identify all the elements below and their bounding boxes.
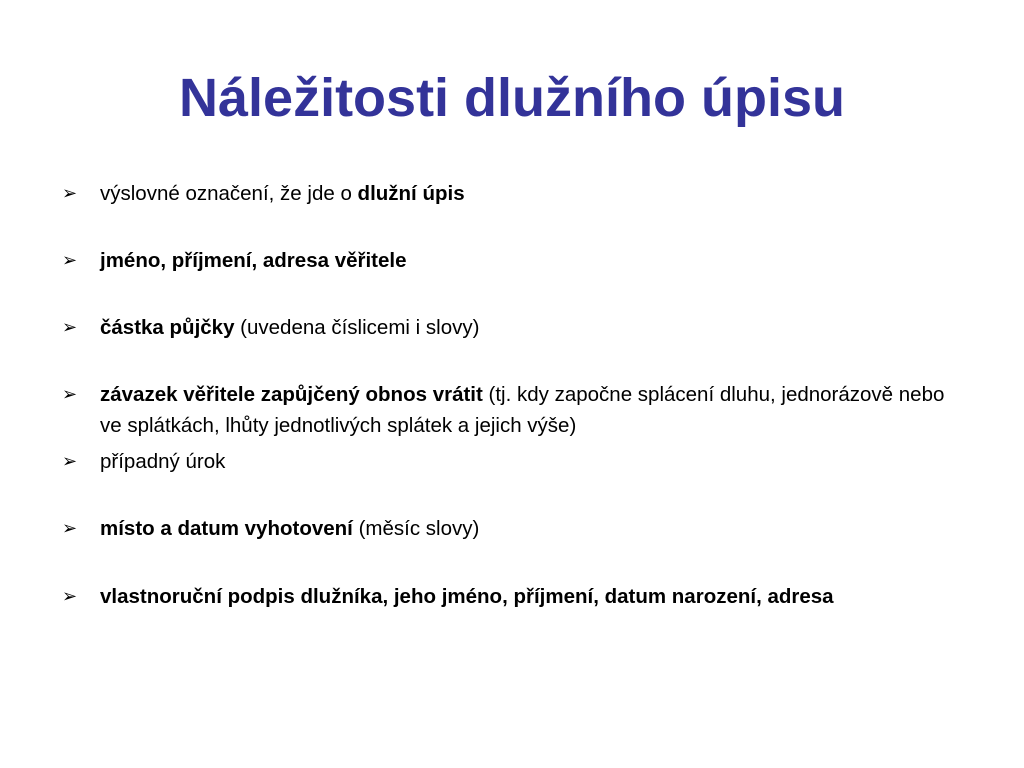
- bullet-text-segment-bold: závazek věřitele zapůjčený obnos vrátit: [100, 383, 483, 406]
- bullet-text: [100, 312, 962, 343]
- bullet-text: [100, 446, 962, 477]
- arrow-bullet-icon: ➢: [62, 518, 78, 538]
- bullet-item: [62, 312, 962, 343]
- bullet-text: [100, 513, 962, 544]
- bullet-item: [62, 245, 962, 276]
- bullet-text-segment-bold: dlužní úpis: [357, 182, 465, 205]
- arrow-bullet-icon: ➢: [62, 183, 78, 203]
- bullet-text-segment: (měsíc slovy): [352, 517, 480, 540]
- arrow-bullet-icon: ➢: [62, 317, 78, 337]
- bullet-text-segment: případný úrok: [100, 450, 226, 473]
- arrow-bullet-icon: ➢: [62, 451, 78, 471]
- bullet-item: [62, 513, 962, 544]
- bullet-text-segment-bold: vlastnoruční podpis dlužníka, jeho jméno, příjmení, datum narození, adresa: [100, 585, 834, 608]
- bullet-text-segment: výslovné označení, že jde o: [100, 182, 358, 205]
- bullet-text: [100, 245, 962, 276]
- bullet-text-segment: (tj. kdy započne splácení dluhu, jednorázově nebo ve splátkách, lhůty jednotlivých splátek a jejich výše): [100, 383, 945, 437]
- bullet-item: [62, 178, 962, 209]
- slide-title: Náležitosti dlužního úpisu: [179, 68, 845, 128]
- bullet-item: [62, 379, 962, 441]
- bullet-item: [62, 581, 962, 612]
- bullet-text-segment-bold: místo a datum vyhotovení: [100, 517, 353, 540]
- arrow-bullet-icon: ➢: [62, 384, 78, 404]
- bullet-text-segment: (uvedena číslicemi i slovy): [234, 316, 480, 339]
- arrow-bullet-icon: ➢: [62, 586, 78, 606]
- bullet-text-segment-bold: jméno, příjmení, adresa věřitele: [100, 249, 407, 272]
- bullet-item: [62, 446, 962, 477]
- bullet-text-segment-bold: částka půjčky: [100, 316, 235, 339]
- arrow-bullet-icon: ➢: [62, 250, 78, 270]
- bullet-text: [100, 379, 962, 441]
- bullet-text: [100, 178, 962, 209]
- bullet-text: [100, 581, 962, 612]
